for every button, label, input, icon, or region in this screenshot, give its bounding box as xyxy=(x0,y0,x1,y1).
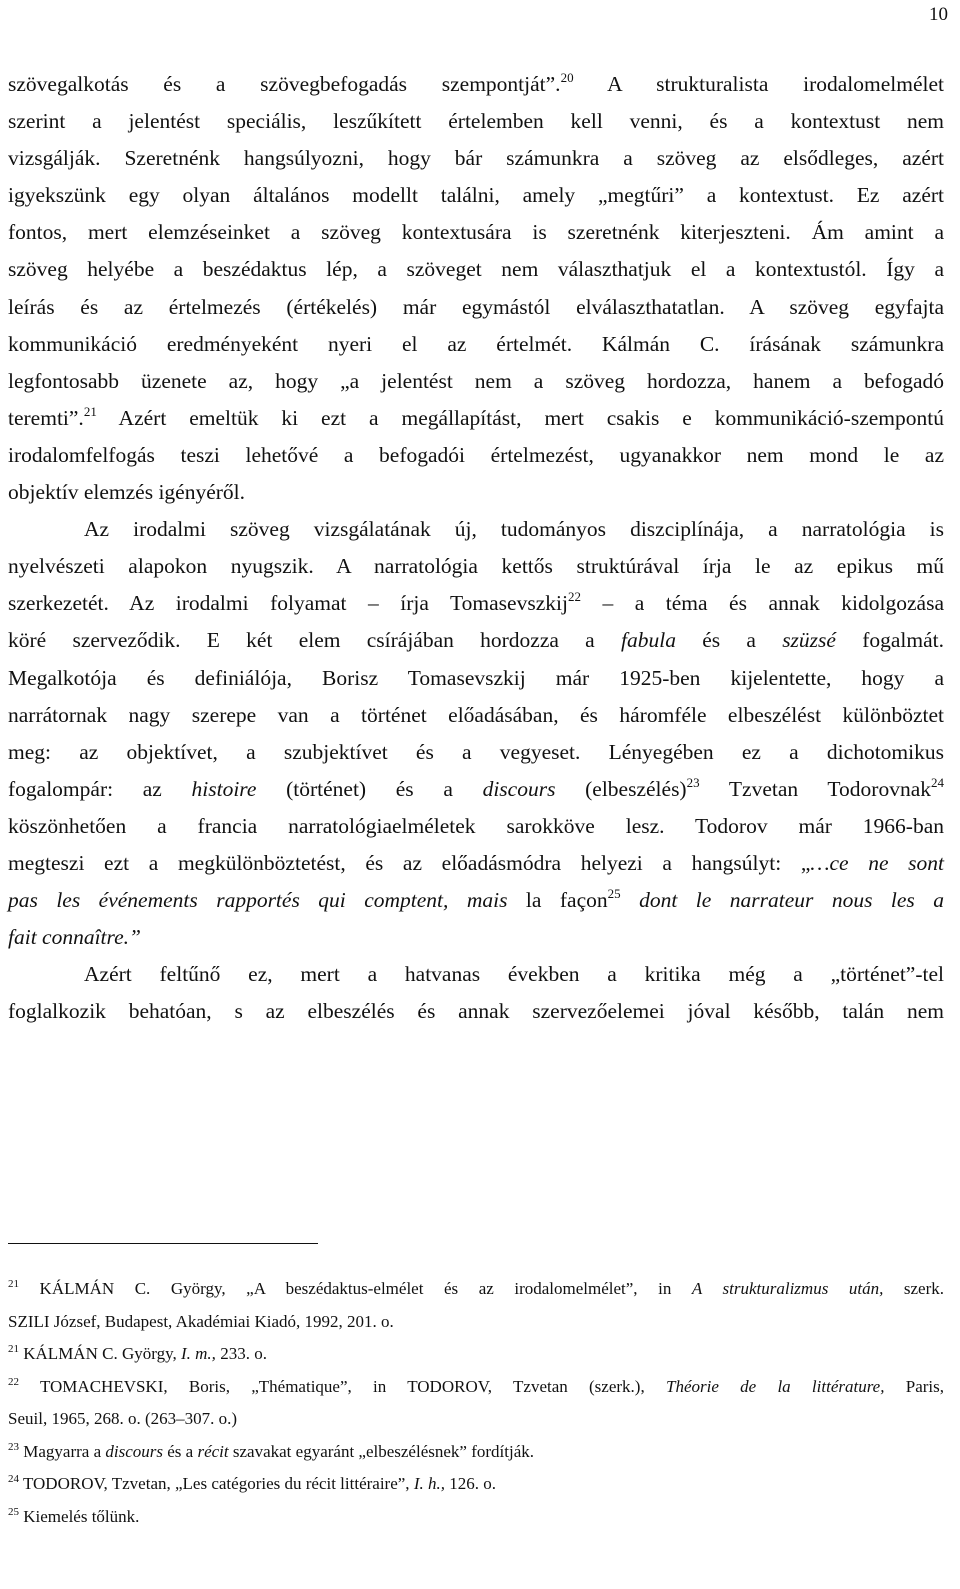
body-line: Azért feltűnő ez, mert a hatvanas években a kritika még a „történet”-tel xyxy=(84,962,944,987)
body-line: Az irodalmi szöveg vizsgálatának új, tudományos diszciplínája, a narratológia is xyxy=(84,517,944,542)
body-line: nyelvészeti alapokon nyugszik. A narratológia kettős struktúrával írja le az epikus mű xyxy=(8,554,944,579)
body-text xyxy=(8,66,944,1030)
body-line: objektív elemzés igényéről. xyxy=(8,480,246,505)
body-line: kommunikáció eredményeként nyeri el az értelmét. Kálmán C. írásának számunkra xyxy=(8,331,944,356)
body-line: irodalomfelfogás teszi lehetővé a befogadói értelmezést, ugyanakkor nem mond le az xyxy=(8,442,944,467)
footnote: $^{25}$ Kiemelés tőlünk. xyxy=(8,1505,140,1526)
footnote: Seuil, 1965, 268. o. (263–307. o.) xyxy=(8,1409,238,1428)
body-line: Megalkotója és definiálója, Borisz Tomasevszkij már 1925-ben kijelentette, hogy a xyxy=(8,665,944,690)
body-line: szerkezetét. Az irodalmi folyamat – írja Tomasevszkij$^{22}$ – a téma és annak kidolgozása xyxy=(8,589,944,616)
footnote-separator xyxy=(8,1243,318,1244)
page-number: 10 xyxy=(929,4,948,25)
body-line: narrátornak nagy szerepe van a történet előadásában, és háromféle elbeszélést különböztet xyxy=(8,702,944,727)
footnote: $^{23}$ Magyarra a discours és a récit szavakat egyaránt „elbeszélésnek” fordítják. xyxy=(8,1440,534,1461)
body-line: köré szerveződik. E két elem csírájában hordozza a fabula és a szüzsé fogalmát. xyxy=(8,628,945,653)
footnote: $^{22}$ TOMACHEVSKI, Boris, „Thématique”, in TODOROV, Tzvetan (szerk.), Théorie de la littérature, Paris, xyxy=(8,1375,944,1396)
body-line: szövegalkotás és a szövegbefogadás szempontját”.$^{20}$ A strukturalista irodalomelmélet xyxy=(8,70,944,96)
body-line: megteszi ezt a megkülönböztetést, és az előadásmódra helyezi a hangsúlyt: „…ce ne sont xyxy=(8,850,944,875)
body-line: legfontosabb üzenete az, hogy „a jelentést nem a szöveg hordozza, hanem a befogadó xyxy=(8,368,944,393)
footnotes xyxy=(8,1273,944,1533)
body-line: vizsgálják. Szeretnénk hangsúlyozni, hogy bár számunkra a szöveg az elsődleges, azért xyxy=(8,146,944,171)
body-line: szerint a jelentést speciális, leszűkített értelemben kell venni, és a kontextust nem xyxy=(8,109,944,134)
body-line: meg: az objektívet, a szubjektívet és a vegyeset. Lényegében ez a dichotomikus xyxy=(8,739,944,764)
footnote: $^{21}$ KÁLMÁN C. György, I. m., 233. o. xyxy=(8,1343,267,1363)
body-line: foglalkozik behatóan, s az elbeszélés és annak szervezőelemei jóval később, talán nem xyxy=(8,999,944,1024)
body-line: fontos, mert elemzéseinket a szöveg kontextusára is szeretnénk kiterjeszteni. Ám amint a xyxy=(8,220,944,245)
body-line: szöveg helyébe a beszédaktus lép, a szöveget nem választhatjuk el a kontextustól. Így a xyxy=(8,257,944,282)
body-line: fait connaître.” xyxy=(8,925,141,950)
body-line: fogalompár: az histoire (történet) és a discours (elbeszélés)$^{23}$ Tzvetan Todorovnak$^{24}$ xyxy=(8,774,945,801)
footnote: SZILI József, Budapest, Akadémiai Kiadó, 1992, 201. o. xyxy=(8,1311,394,1331)
body-line: köszönhetően a francia narratológiaelméletek sarokköve lesz. Todorov már 1966-ban xyxy=(8,813,944,838)
body-line: teremti”.$^{21}$ Azért emeltük ki ezt a megállapítást, mert csakis e kommunikáció-szempontú xyxy=(8,403,944,430)
body-line: leírás és az értelmezés (értékelés) már egymástól elválaszthatatlan. A szöveg egyfajta xyxy=(8,294,944,319)
footnote: $^{24}$ TODOROV, Tzvetan, „Les catégories du récit littéraire”, I. h., 126. o. xyxy=(8,1473,496,1493)
body-line: pas les événements rapportés qui comptent, mais la façon$^{25}$ dont le narrateur nous les a xyxy=(8,886,945,913)
footnote: $^{21}$ KÁLMÁN C. György, „A beszédaktus-elmélet és az irodalomelmélet”, in A strukturalizmus után, szerk. xyxy=(8,1278,945,1298)
body-line: igyekszünk egy olyan általános modellt találni, amely „megtűri” a kontextust. Ez azért xyxy=(8,183,944,208)
